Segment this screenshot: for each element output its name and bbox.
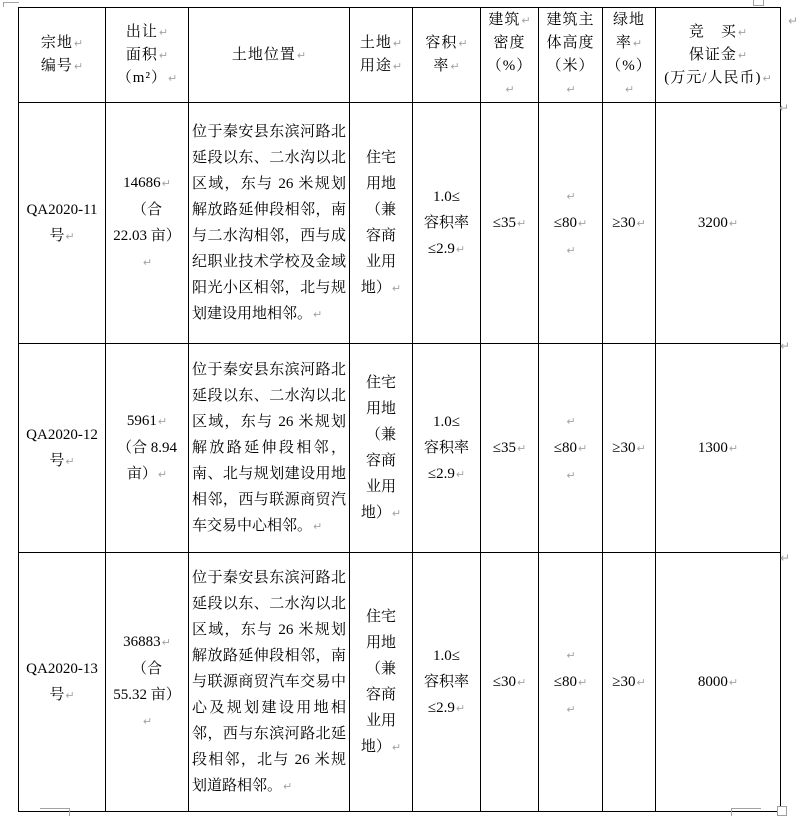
cell-green-rate: ≥30↵ bbox=[603, 103, 656, 344]
paragraph-mark: ↵ bbox=[728, 441, 739, 455]
paragraph-mark: ↵ bbox=[505, 83, 515, 96]
margin-crop-mark-bottom-left bbox=[40, 808, 70, 816]
paragraph-mark: ↵ bbox=[65, 229, 75, 243]
paragraph-mark: ↵ bbox=[566, 189, 576, 203]
header-bid-deposit: 竞 买↵ 保证金↵ (万元/人民币)↵ bbox=[656, 8, 781, 103]
paragraph-mark: ↵ bbox=[566, 468, 576, 482]
paragraph-mark: ↵ bbox=[392, 60, 403, 73]
cell-green-rate: ≥30↵ bbox=[603, 553, 656, 812]
paragraph-mark: ↵ bbox=[73, 60, 84, 73]
row-end-paragraph-mark: ↵ bbox=[779, 101, 790, 115]
paragraph-mark: ↵ bbox=[313, 519, 323, 533]
paragraph-mark: ↵ bbox=[762, 71, 772, 85]
cell-building-density: ≤35↵ bbox=[481, 103, 539, 344]
paragraph-mark: ↵ bbox=[636, 216, 646, 230]
cell-land-use: 住宅 用地 （兼 容商 业用 地）↵ bbox=[350, 103, 413, 344]
paragraph-mark: ↵ bbox=[517, 216, 527, 230]
cell-building-height: ↵ ≤80↵ ↵ bbox=[539, 103, 603, 344]
cell-land-use: 住宅 用地 （兼 容商 业用 地）↵ bbox=[350, 344, 413, 553]
cell-land-location: 位于秦安县东滨河路北延段以东、二水沟以北区域，东与 26 米规划解放路延伸段相邻，南与联源商贸汽车交易中心及规划建设用地相邻，西与东滨河路北延段相邻，北与 26 米规划道路相邻。↵ bbox=[189, 553, 350, 812]
table-row-qa2020-12 bbox=[19, 344, 781, 553]
paragraph-mark: ↵ bbox=[450, 60, 460, 73]
cell-land-location: 位于秦安县东滨河路北延段以东、二水沟以北区域，东与 26 米规划解放路延伸段相邻，南、北与规划建设用地相邻，西与联源商贸汽车交易中心相邻。↵ bbox=[189, 344, 350, 553]
paragraph-mark: ↵ bbox=[313, 307, 323, 321]
paragraph-mark: ↵ bbox=[636, 441, 646, 455]
row-end-paragraph-mark: ↵ bbox=[788, 14, 799, 28]
margin-crop-mark-top-left bbox=[3, 2, 19, 7]
cell-land-use: 住宅 用地 （兼 容商 业用 地）↵ bbox=[350, 553, 413, 812]
table-header-row bbox=[19, 8, 781, 103]
cell-transfer-area: 14686↵ （合 22.03 亩）↵ bbox=[106, 103, 189, 344]
cell-green-rate: ≥30↵ bbox=[603, 344, 656, 553]
paragraph-mark: ↵ bbox=[391, 281, 402, 295]
paragraph-mark: ↵ bbox=[161, 177, 171, 190]
paragraph-mark: ↵ bbox=[737, 48, 748, 62]
header-green-rate: 绿地 率↵ （%）↵ bbox=[603, 8, 656, 103]
paragraph-mark: ↵ bbox=[65, 454, 75, 468]
row-end-paragraph-mark: ↵ bbox=[780, 551, 791, 565]
paragraph-mark: ↵ bbox=[167, 71, 178, 85]
paragraph-mark: ↵ bbox=[566, 702, 576, 716]
paragraph-mark: ↵ bbox=[391, 506, 402, 520]
cell-building-height: ↵ ≤80↵ ↵ bbox=[539, 344, 603, 553]
paragraph-mark: ↵ bbox=[632, 37, 643, 50]
paragraph-mark: ↵ bbox=[728, 675, 739, 689]
paragraph-mark: ↵ bbox=[455, 467, 466, 481]
paragraph-mark: ↵ bbox=[392, 37, 403, 50]
paragraph-mark: ↵ bbox=[578, 216, 588, 230]
paragraph-mark: ↵ bbox=[566, 243, 576, 257]
table-row-qa2020-13 bbox=[19, 553, 781, 812]
land-parcel-table bbox=[18, 7, 781, 812]
paragraph-mark: ↵ bbox=[566, 83, 576, 96]
header-parcel-number: 宗地↵ 编号↵ bbox=[19, 8, 106, 103]
paragraph-mark: ↵ bbox=[455, 701, 466, 715]
paragraph-mark: ↵ bbox=[517, 675, 527, 689]
paragraph-mark: ↵ bbox=[578, 441, 588, 455]
cell-building-height: ↵ ≤80↵ ↵ bbox=[539, 553, 603, 812]
cell-building-density: ≤30↵ bbox=[481, 553, 539, 812]
header-land-use: 土地↵ 用途↵ bbox=[350, 8, 413, 103]
paragraph-mark: ↵ bbox=[283, 779, 293, 793]
cell-floor-area-ratio: 1.0≤ 容积率 ≤2.9↵ bbox=[413, 553, 481, 812]
cell-parcel-number: QA2020-11 号↵ bbox=[19, 103, 106, 344]
paragraph-mark: ↵ bbox=[578, 675, 588, 689]
paragraph-mark: ↵ bbox=[737, 25, 748, 39]
cell-floor-area-ratio: 1.0≤ 容积率 ≤2.9↵ bbox=[413, 344, 481, 553]
paragraph-mark: ↵ bbox=[624, 83, 635, 96]
paragraph-mark: ↵ bbox=[157, 415, 168, 428]
paragraph-mark: ↵ bbox=[521, 14, 531, 27]
paragraph-mark: ↵ bbox=[636, 675, 646, 689]
paragraph-mark: ↵ bbox=[158, 48, 169, 62]
cell-floor-area-ratio: 1.0≤ 容积率 ≤2.9↵ bbox=[413, 103, 481, 344]
paragraph-mark: ↵ bbox=[161, 636, 171, 649]
paragraph-mark: ↵ bbox=[65, 688, 75, 702]
paragraph-mark: ↵ bbox=[296, 48, 307, 62]
cell-transfer-area: 36883↵ （合 55.32 亩）↵ bbox=[106, 553, 189, 812]
header-land-location: 土地位置↵ bbox=[189, 8, 350, 103]
paragraph-mark: ↵ bbox=[566, 414, 576, 428]
header-transfer-area: 出让↵ 面积↵ （m²）↵ bbox=[106, 8, 189, 103]
paragraph-mark: ↵ bbox=[455, 242, 466, 256]
paragraph-mark: ↵ bbox=[73, 37, 84, 50]
table-anchor-mark bbox=[753, 0, 764, 6]
table-resize-handle[interactable] bbox=[777, 806, 787, 816]
paragraph-mark: ↵ bbox=[391, 740, 402, 754]
paragraph-mark: ↵ bbox=[566, 648, 576, 662]
cell-land-location: 位于秦安县东滨河路北延段以东、二水沟以北区域，东与 26 米规划解放路延伸段相邻，南与二水沟相邻，西与成纪职业技术学校及金域阳光小区相邻，北与规划建设用地相邻。↵ bbox=[189, 103, 350, 344]
cell-transfer-area: 5961↵ （合 8.94 亩）↵ bbox=[106, 344, 189, 553]
header-building-height: 建筑主 体高度 （米）↵ bbox=[539, 8, 603, 103]
paragraph-mark: ↵ bbox=[142, 715, 153, 728]
paragraph-mark: ↵ bbox=[728, 216, 739, 230]
table-row-qa2020-11 bbox=[19, 103, 781, 344]
paragraph-mark: ↵ bbox=[158, 25, 169, 39]
header-floor-area-ratio: 容积↵ 率↵ bbox=[413, 8, 481, 103]
paragraph-mark: ↵ bbox=[458, 37, 468, 50]
cell-bid-deposit: 1300↵ bbox=[656, 344, 781, 553]
margin-crop-mark-bottom-right bbox=[731, 808, 761, 816]
row-end-paragraph-mark: ↵ bbox=[780, 339, 791, 353]
paragraph-mark: ↵ bbox=[142, 256, 153, 269]
cell-parcel-number: QA2020-12 号↵ bbox=[19, 344, 106, 553]
header-building-density: 建筑↵ 密度 （%）↵ bbox=[481, 8, 539, 103]
cell-building-density: ≤35↵ bbox=[481, 344, 539, 553]
cell-bid-deposit: 3200↵ bbox=[656, 103, 781, 344]
cell-bid-deposit: 8000↵ bbox=[656, 553, 781, 812]
cell-parcel-number: QA2020-13 号↵ bbox=[19, 553, 106, 812]
paragraph-mark: ↵ bbox=[157, 468, 168, 481]
paragraph-mark: ↵ bbox=[517, 441, 527, 455]
